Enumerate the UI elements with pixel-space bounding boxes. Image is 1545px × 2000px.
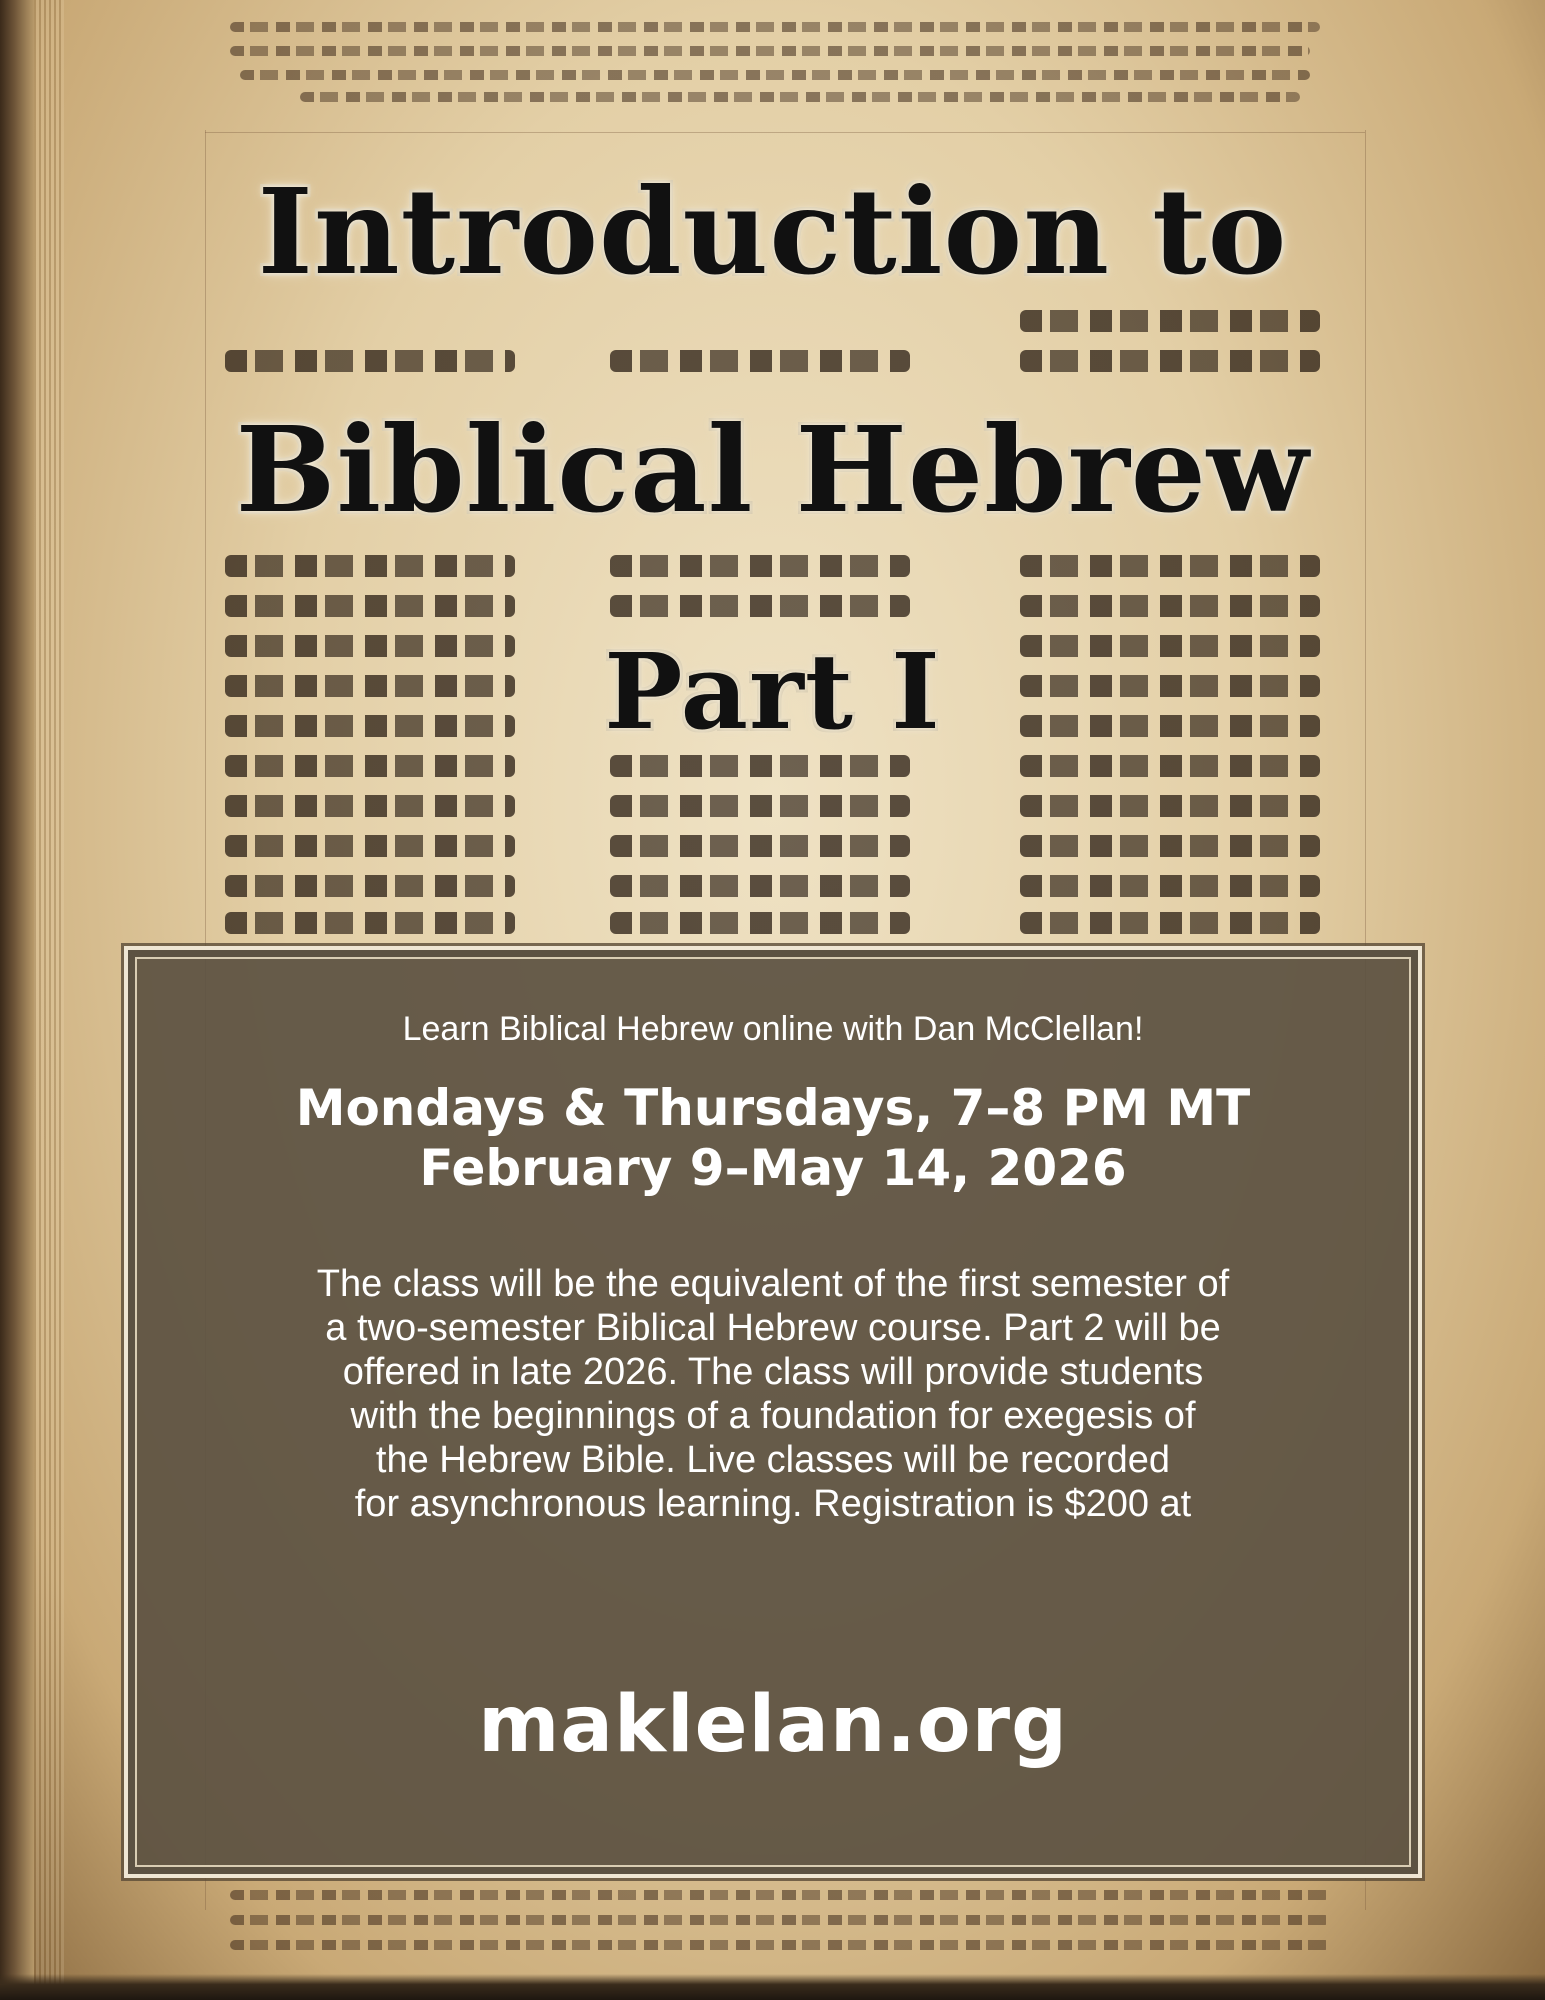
- schedule-dates: February 9–May 14, 2026: [419, 1139, 1127, 1197]
- description-line: offered in late 2026. The class will provide students: [342, 1351, 1204, 1393]
- title-line-2: Biblical Hebrew: [235, 400, 1310, 539]
- description-line: for asynchronous learning. Registration is $200 at: [354, 1483, 1192, 1525]
- page-edge: [0, 1974, 1545, 2000]
- course-description: [128, 1262, 1418, 1526]
- title-line-1: Introduction to: [257, 162, 1288, 301]
- margin-rule: [205, 132, 1365, 133]
- title-line-3: Part I: [604, 630, 941, 753]
- schedule: [128, 1078, 1418, 1198]
- tagline: Learn Biblical Hebrew online with Dan McClellan!: [402, 1010, 1144, 1048]
- info-panel: [124, 946, 1422, 1878]
- description-line: with the beginnings of a foundation for exegesis of: [350, 1395, 1196, 1437]
- schedule-days: Mondays & Thursdays, 7–8 PM MT: [295, 1079, 1251, 1137]
- website-url: maklelan.org: [478, 1680, 1068, 1770]
- description-line: The class will be the equivalent of the first semester of: [316, 1263, 1230, 1305]
- description-line: a two-semester Biblical Hebrew course. Part 2 will be: [325, 1307, 1221, 1349]
- description-line: the Hebrew Bible. Live classes will be recorded: [375, 1439, 1171, 1481]
